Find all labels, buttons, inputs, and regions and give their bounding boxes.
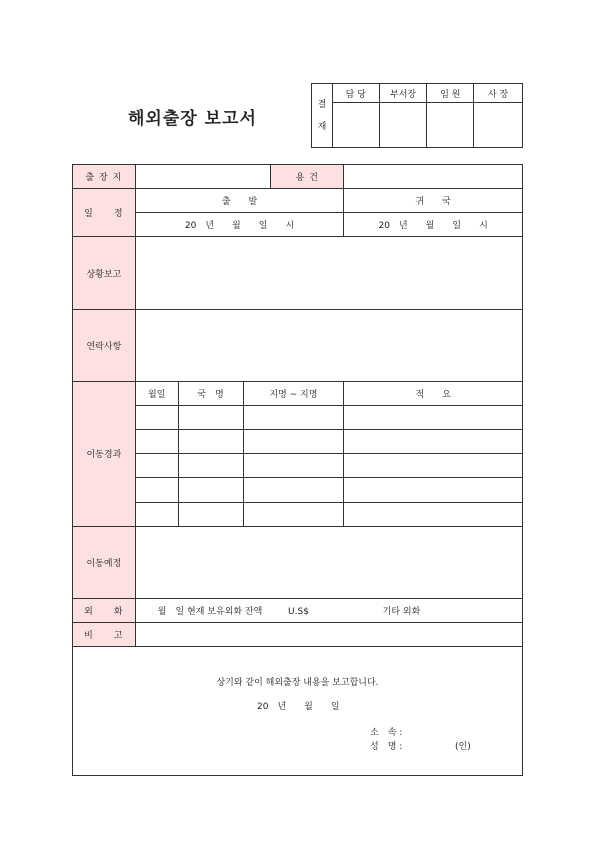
movement-place-cell[interactable] xyxy=(243,430,344,454)
currency-text: 월 일 현재 보유외화 잔액 xyxy=(157,607,263,618)
plan-field[interactable] xyxy=(135,526,522,598)
contact-field[interactable] xyxy=(135,309,522,381)
movement-date-cell[interactable] xyxy=(135,430,178,454)
approval-box xyxy=(311,83,523,148)
approval-side-label-1: 결 xyxy=(317,99,327,110)
movement-row xyxy=(73,454,523,478)
approval-side-label-2: 재 xyxy=(317,121,327,132)
affiliation-label[interactable]: 소 속 : xyxy=(370,728,403,739)
currency-usd: U.S$ xyxy=(288,607,309,618)
movement-place-cell[interactable] xyxy=(243,478,344,502)
situation-label: 상황보고 xyxy=(73,237,136,309)
movement-date-cell[interactable] xyxy=(135,406,178,430)
movement-summary-cell[interactable] xyxy=(344,430,523,454)
departure-date-field[interactable]: 20 년 월 일 시 xyxy=(135,213,344,237)
document-title: 해외출장 보고서 xyxy=(128,109,257,129)
currency-label: 외 화 xyxy=(73,599,136,623)
movement-place-cell[interactable] xyxy=(243,502,344,526)
approval-signature-cell[interactable] xyxy=(379,103,427,148)
seal-mark: (인) xyxy=(455,742,471,753)
name-label[interactable]: 성 명 : xyxy=(370,742,403,753)
contact-label: 연락사항 xyxy=(73,309,136,381)
movement-place-cell[interactable] xyxy=(243,406,344,430)
movement-row xyxy=(73,502,523,526)
approval-signature-cell[interactable] xyxy=(427,103,474,148)
remarks-field[interactable] xyxy=(135,623,522,647)
movement-summary-cell[interactable] xyxy=(344,454,523,478)
movement-header-summary: 적 요 xyxy=(344,382,523,406)
remarks-label: 비 고 xyxy=(73,623,136,647)
return-date-field[interactable]: 20 년 월 일 시 xyxy=(344,213,523,237)
return-label: 귀 국 xyxy=(344,189,523,213)
approval-role: 임 원 xyxy=(427,84,474,103)
situation-field[interactable] xyxy=(135,237,522,309)
movement-row xyxy=(73,430,523,454)
movement-country-cell[interactable] xyxy=(178,430,243,454)
currency-field[interactable] xyxy=(135,599,522,623)
movement-date-cell[interactable] xyxy=(135,502,178,526)
destination-label: 출 장 지 xyxy=(73,165,136,189)
movement-header-place: 지명 ~ 지명 xyxy=(243,382,344,406)
movement-row xyxy=(73,406,523,430)
closing-statement: 상기와 같이 해외출장 내용을 보고합니다. xyxy=(216,678,379,689)
movement-summary-cell[interactable] xyxy=(344,478,523,502)
plan-label: 이동예정 xyxy=(73,526,136,598)
movement-header-date: 월일 xyxy=(135,382,178,406)
approval-side-label xyxy=(312,84,333,148)
movement-country-cell[interactable] xyxy=(178,502,243,526)
movement-date-cell[interactable] xyxy=(135,478,178,502)
movement-date-cell[interactable] xyxy=(135,454,178,478)
approval-role: 사 장 xyxy=(474,84,523,103)
closing-section xyxy=(73,647,523,776)
movement-header-country: 국 명 xyxy=(178,382,243,406)
movement-place-cell[interactable] xyxy=(243,454,344,478)
movement-summary-cell[interactable] xyxy=(344,406,523,430)
approval-signature-cell[interactable] xyxy=(332,103,379,148)
currency-other: 기타 외화 xyxy=(382,607,421,618)
purpose-field[interactable] xyxy=(344,165,523,189)
closing-date[interactable]: 20 년 월 일 xyxy=(257,702,340,713)
report-form xyxy=(72,164,523,776)
schedule-label: 일 정 xyxy=(73,189,136,237)
purpose-label: 용 건 xyxy=(271,165,344,189)
movement-country-cell[interactable] xyxy=(178,454,243,478)
approval-signature-cell[interactable] xyxy=(474,103,523,148)
movement-summary-cell[interactable] xyxy=(344,502,523,526)
movement-row xyxy=(73,478,523,502)
movement-label: 이동경과 xyxy=(73,382,136,527)
movement-country-cell[interactable] xyxy=(178,406,243,430)
approval-role: 담 당 xyxy=(332,84,379,103)
destination-field[interactable] xyxy=(135,165,271,189)
departure-label: 출 발 xyxy=(135,189,344,213)
approval-role: 부서장 xyxy=(379,84,427,103)
movement-country-cell[interactable] xyxy=(178,478,243,502)
